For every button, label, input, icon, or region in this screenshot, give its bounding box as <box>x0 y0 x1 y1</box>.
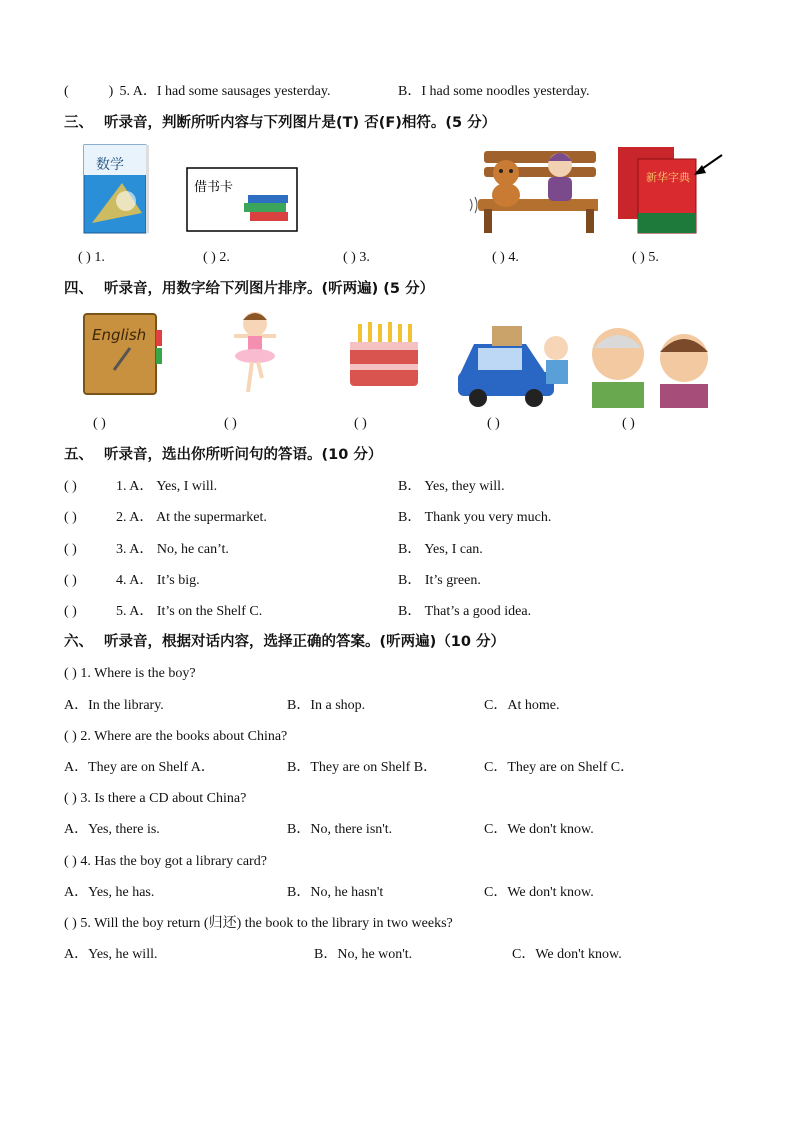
s4-blank-5[interactable]: ( ) <box>622 416 635 431</box>
section6-heading <box>64 632 505 652</box>
bear-doll-bench-image <box>468 143 598 235</box>
s6-question-5[interactable]: ( ) 5. Will the boy return (归还) the book to the library in two weeks? <box>64 916 453 931</box>
s4-blank-2[interactable]: ( ) <box>224 416 237 431</box>
library-card-image <box>186 167 298 232</box>
option-b: B． It’s green. <box>398 573 481 588</box>
s4-blank-1[interactable]: ( ) <box>93 416 106 431</box>
s3-blank-5[interactable]: ( ) 5. <box>632 250 659 265</box>
s5-item-4 <box>64 572 481 590</box>
library-card-label: 借书卡 <box>194 180 234 195</box>
s6-options-3 <box>64 821 594 839</box>
section-number: 六、 <box>64 634 93 650</box>
s6-question-1[interactable]: ( ) 1. Where is the boy? <box>64 666 196 681</box>
option-c: C．We don't know. <box>484 885 594 900</box>
section5-heading <box>64 445 382 465</box>
option-b: B．No, he hasn't <box>287 885 384 900</box>
section4-heading <box>64 279 434 299</box>
english-book-label: English <box>92 326 147 344</box>
section-title: 听录音，用数字给下列图片排序。(听两遍) (5 分） <box>104 281 435 297</box>
option-b: B． That’s a good idea. <box>398 604 532 619</box>
option-a: A． Yes, I will. <box>129 479 218 494</box>
dictionary-title: 新华字典 <box>646 171 690 184</box>
s4-blank-4[interactable]: ( ) <box>487 416 500 431</box>
option-a: A． It’s on the Shelf C. <box>129 604 263 619</box>
option-a: A．In the library. <box>64 698 164 713</box>
option-a: A． No, he can’t. <box>129 542 229 557</box>
question-number: 1. <box>116 479 127 494</box>
option-b: B．In a shop. <box>287 698 366 713</box>
delivery-car-image <box>456 322 576 408</box>
option-c: C．They are on Shelf C． <box>484 760 635 775</box>
question-number: 2. <box>116 510 127 525</box>
s4-blank-3[interactable]: ( ) <box>354 416 367 431</box>
s6-options-2 <box>64 759 635 777</box>
grandparents-image <box>586 322 716 408</box>
s6-question-3[interactable]: ( ) 3. Is there a CD about China? <box>64 791 247 806</box>
option-b: B． Thank you very much. <box>398 510 552 525</box>
option-b: B． Yes, I can. <box>398 542 483 557</box>
s3-blank-2[interactable]: ( ) 2. <box>203 250 230 265</box>
question-number: 5. <box>119 84 130 99</box>
section-title: 听录音，根据对话内容，选择正确的答案。(听两遍)（10 分） <box>104 634 505 650</box>
s6-question-2[interactable]: ( ) 2. Where are the books about China? <box>64 729 288 744</box>
section-number: 五、 <box>64 447 93 463</box>
s6-question-4[interactable]: ( ) 4. Has the boy got a library card? <box>64 854 267 869</box>
birthday-cake-image <box>344 312 424 392</box>
answer-paren[interactable]: ( ) <box>64 479 77 494</box>
option-a: A．Yes, there is. <box>64 822 160 837</box>
answer-paren[interactable]: ( ) <box>64 84 114 99</box>
option-b: B．They are on Shelf B． <box>287 760 438 775</box>
s6-options-5 <box>64 946 622 964</box>
dictionary-image <box>616 143 726 235</box>
s3-blank-1[interactable]: ( ) 1. <box>78 250 105 265</box>
s5-item-1 <box>64 478 505 496</box>
section3-heading <box>64 113 496 133</box>
option-b: B． Yes, they will. <box>398 479 505 494</box>
option-b: B．No, there isn't. <box>287 822 393 837</box>
s6-options-4 <box>64 884 594 902</box>
option-c: C．At home. <box>484 698 560 713</box>
q2-item-5 <box>64 83 590 101</box>
answer-paren[interactable]: ( ) <box>64 604 77 619</box>
s6-options-1 <box>64 697 560 715</box>
section-number: 三、 <box>64 115 93 131</box>
s5-item-3 <box>64 541 483 559</box>
s5-item-2 <box>64 509 552 527</box>
s5-item-5 <box>64 603 532 621</box>
math-book-title: 数学 <box>96 157 124 173</box>
option-b: B．I had some noodles yesterday. <box>398 84 590 99</box>
question-number: 4. <box>116 573 127 588</box>
ballet-girl-image <box>226 308 284 398</box>
english-book-image <box>80 310 172 398</box>
option-a: A．Yes, he will. <box>64 947 158 962</box>
question-number: 5. <box>116 604 127 619</box>
option-a: A． It’s big. <box>129 573 200 588</box>
answer-paren[interactable]: ( ) <box>64 542 77 557</box>
math-textbook-image <box>82 143 150 235</box>
question-number: 3. <box>116 542 127 557</box>
section-title: 听录音，判断所听内容与下列图片是(T) 否(F)相符。(5 分） <box>104 115 497 131</box>
answer-paren[interactable]: ( ) <box>64 573 77 588</box>
option-c: C．We don't know. <box>512 947 622 962</box>
option-a: A．They are on Shelf A． <box>64 760 215 775</box>
option-a: A． At the supermarket. <box>129 510 267 525</box>
option-a: A．Yes, he has. <box>64 885 155 900</box>
option-b: B．No, he won't. <box>314 947 413 962</box>
option-c: C．We don't know. <box>484 822 594 837</box>
answer-paren[interactable]: ( ) <box>64 510 77 525</box>
section-number: 四、 <box>64 281 93 297</box>
s3-blank-3[interactable]: ( ) 3. <box>343 250 370 265</box>
section-title: 听录音，选出你所听问句的答语。(10 分） <box>104 447 383 463</box>
option-a: A．I had some sausages yesterday. <box>132 84 331 99</box>
s3-blank-4[interactable]: ( ) 4. <box>492 250 519 265</box>
